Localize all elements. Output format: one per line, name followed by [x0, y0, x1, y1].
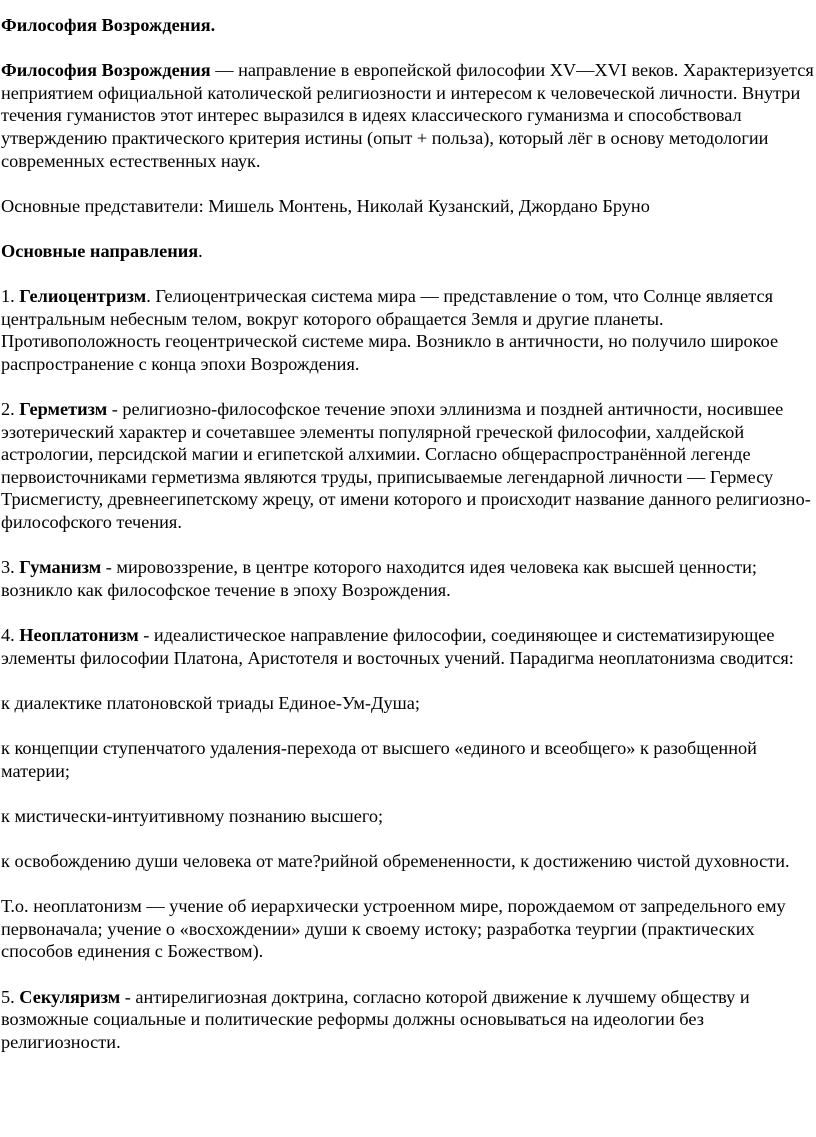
neoplatonism-point: к концепции ступенчатого удаления-перехода от высшего «единого и всеобщего» к разобщенной материи;: [1, 738, 757, 781]
direction-number: 2.: [1, 399, 20, 420]
direction-term: Гелиоцентризм: [19, 286, 147, 307]
direction-heliocentrism: [1, 285, 816, 375]
neoplatonism-point: к освобождению души человека от мате?рийной обремененности, к достижению чистой духовности.: [1, 850, 790, 871]
directions-heading-term: Основные направления: [1, 240, 199, 261]
direction-term: Неоплатонизм: [19, 625, 139, 646]
document-page: [0, 14, 816, 1076]
direction-humanism: [1, 556, 816, 601]
direction-text: - идеалистическое направление философии, соединяющее и систематизирующее элементы философии Платона, Аристотеля и восточных учений. Парадигма неоплатонизма сводится:: [1, 625, 794, 668]
direction-text: - религиозно-философское течение эпохи эллинизма и поздней античности, носившее эзотерический характер и сочетавшее элементы популярной греческой философии, халдейской астрологии, персидской магии и египетской алхимии. Согласно общераспространённой легенде первоисточниками герметизма являются труды, приписываемые легендарной личности — Гермесу Трисмегисту, древнеегипетскому жрецу, от имени которого и происходит название данного религиозно-философского течения.: [1, 399, 811, 533]
intro-term: Философия Возрождения: [1, 60, 211, 81]
neoplatonism-point: к диалектике платоновской триады Единое-Ум-Душа;: [1, 692, 420, 713]
direction-neoplatonism: [1, 624, 816, 669]
direction-number: 3.: [1, 557, 20, 578]
representatives-paragraph: Основные представители: Мишель Монтень, Николай Кузанский, Джордано Бруно: [1, 195, 650, 216]
title-text: Философия Возрождения.: [1, 15, 216, 35]
direction-term: Герметизм: [19, 399, 108, 420]
intro-paragraph: [1, 59, 816, 172]
direction-term: Гуманизм: [19, 557, 102, 578]
direction-text: - мировоззрение, в центре которого находится идея человека как высшей ценности; возникло как философское течение в эпоху Возрождения.: [1, 557, 757, 600]
direction-number: 1.: [1, 286, 20, 307]
intro-text: — направление в европейской философии XV—XVI веков. Характеризуется неприятием официальной католической религиозности и интересом к человеческой личности. Внутри течения гуманистов этот интерес выразился в идеях классического гуманизма и способствовал утверждению практического критерия истины (опыт + польза), который лёг в основу методологии современных естественных наук.: [1, 60, 814, 171]
direction-secularism: [1, 986, 816, 1054]
direction-number: 4.: [1, 625, 20, 646]
direction-hermeticism: [1, 398, 816, 534]
direction-term: Секуляризм: [19, 986, 121, 1007]
directions-heading-suffix: .: [198, 240, 203, 261]
directions-heading: [1, 240, 816, 263]
direction-text: . Гелиоцентрическая система мира — представление о том, что Солнце является центральным небесным телом, вокруг которого обращается Земля и другие планеты. Противоположность геоцентрической системе мира. Возникло в античности, но получило широкое распространение с конца эпохи Возрождения.: [1, 286, 779, 374]
document-title: [1, 14, 816, 37]
direction-text: - антирелигиозная доктрина, согласно которой движение к лучшему обществу и возможные социальные и политические реформы должны основываться на идеологии без религиозности.: [1, 986, 750, 1052]
neoplatonism-point: к мистически-интуитивному познанию высшего;: [1, 805, 384, 826]
neoplatonism-summary: Т.о. неоплатонизм — учение об иерархически устроенном мире, порождаемом от запредельного ему первоначала; учение о «восхождении» души к своему истоку; разработка теургии (практических способов единения с Божеством).: [1, 896, 786, 962]
direction-number: 5.: [1, 986, 20, 1007]
